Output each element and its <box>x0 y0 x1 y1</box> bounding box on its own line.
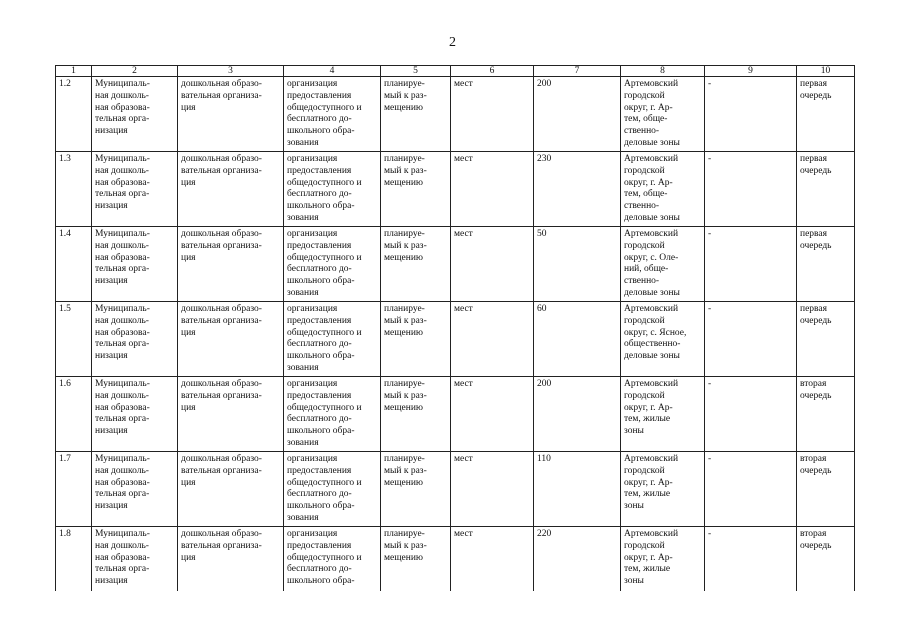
cell-status: планируе- мый к раз- мещению <box>381 227 451 302</box>
cell-number: 1.2 <box>56 77 92 152</box>
cell-unit: мест <box>451 227 534 302</box>
cell-purpose: организация предоставления общедоступного и бесплатного до- школьного обра- зования <box>284 302 381 377</box>
cell-object-type: Муниципаль- ная дошколь- ная образова- тельная орга- низация <box>92 452 178 527</box>
cell-stage: вторая очередь <box>797 377 855 452</box>
cell-status: планируе- мый к раз- мещению <box>381 377 451 452</box>
cell-stage: первая очередь <box>797 152 855 227</box>
cell-zone: - <box>705 452 797 527</box>
cell-object-kind: дошкольная образо- вательная организа- ция <box>178 227 284 302</box>
cell-capacity: 50 <box>534 227 621 302</box>
cell-zone: - <box>705 527 797 591</box>
cell-status: планируе- мый к раз- мещению <box>381 452 451 527</box>
cell-object-type: Муниципаль- ная дошколь- ная образова- тельная орга- низация <box>92 377 178 452</box>
cell-unit: мест <box>451 302 534 377</box>
cell-stage: вторая очередь <box>797 452 855 527</box>
cell-number: 1.6 <box>56 377 92 452</box>
cell-location: Артемовский городской округ, г. Ар- тем, жилые зоны <box>621 527 705 591</box>
column-header-8: 8 <box>621 66 705 77</box>
page-number: 2 <box>449 35 456 50</box>
cell-object-kind: дошкольная образо- вательная организа- ция <box>178 377 284 452</box>
table-row <box>56 227 855 302</box>
cell-purpose: организация предоставления общедоступного и бесплатного до- школьного обра- <box>284 527 381 591</box>
cell-status: планируе- мый к раз- мещению <box>381 527 451 591</box>
column-header-5: 5 <box>381 66 451 77</box>
cell-stage: первая очередь <box>797 302 855 377</box>
cell-purpose: организация предоставления общедоступного и бесплатного до- школьного обра- зования <box>284 377 381 452</box>
column-header-1: 1 <box>56 66 92 77</box>
cell-status: планируе- мый к раз- мещению <box>381 302 451 377</box>
cell-location: Артемовский городской округ, с. Ясное, общественно- деловые зоны <box>621 302 705 377</box>
cell-stage: вторая очередь <box>797 527 855 591</box>
cell-object-type: Муниципаль- ная дошколь- ная образова- тельная орга- низация <box>92 227 178 302</box>
cell-location: Артемовский городской округ, г. Ар- тем, жилые зоны <box>621 377 705 452</box>
cell-object-type: Муниципаль- ная дошколь- ная образова- тельная орга- низация <box>92 152 178 227</box>
column-header-4: 4 <box>284 66 381 77</box>
table-row <box>56 77 855 152</box>
table-row <box>56 377 855 452</box>
table-row <box>56 152 855 227</box>
table-header-row <box>56 66 855 77</box>
cell-unit: мест <box>451 152 534 227</box>
cell-location: Артемовский городской округ, с. Оле- ний, обще- ственно- деловые зоны <box>621 227 705 302</box>
cell-location: Артемовский городской округ, г. Ар- тем, обще- ственно- деловые зоны <box>621 77 705 152</box>
cell-object-kind: дошкольная образо- вательная организа- ция <box>178 452 284 527</box>
cell-object-type: Муниципаль- ная дошколь- ная образова- тельная орга- низация <box>92 527 178 591</box>
cell-object-type: Муниципаль- ная дошколь- ная образова- тельная орга- низация <box>92 302 178 377</box>
cell-capacity: 200 <box>534 377 621 452</box>
table-row <box>56 302 855 377</box>
cell-unit: мест <box>451 77 534 152</box>
cell-object-kind: дошкольная образо- вательная организа- ция <box>178 527 284 591</box>
cell-status: планируе- мый к раз- мещению <box>381 77 451 152</box>
cell-purpose: организация предоставления общедоступного и бесплатного до- школьного обра- зования <box>284 152 381 227</box>
column-header-3: 3 <box>178 66 284 77</box>
cell-object-kind: дошкольная образо- вательная организа- ция <box>178 302 284 377</box>
cell-zone: - <box>705 227 797 302</box>
column-header-2: 2 <box>92 66 178 77</box>
table-row <box>56 452 855 527</box>
cell-zone: - <box>705 377 797 452</box>
cell-object-kind: дошкольная образо- вательная организа- ция <box>178 77 284 152</box>
cell-object-type: Муниципаль- ная дошколь- ная образова- тельная орга- низация <box>92 77 178 152</box>
cell-number: 1.4 <box>56 227 92 302</box>
cell-stage: первая очередь <box>797 77 855 152</box>
cell-unit: мест <box>451 452 534 527</box>
cell-capacity: 60 <box>534 302 621 377</box>
column-header-6: 6 <box>451 66 534 77</box>
cell-zone: - <box>705 77 797 152</box>
column-header-9: 9 <box>705 66 797 77</box>
cell-capacity: 110 <box>534 452 621 527</box>
cell-zone: - <box>705 152 797 227</box>
cell-number: 1.5 <box>56 302 92 377</box>
table-row <box>56 527 855 591</box>
cell-capacity: 230 <box>534 152 621 227</box>
cell-capacity: 200 <box>534 77 621 152</box>
cell-unit: мест <box>451 377 534 452</box>
cell-zone: - <box>705 302 797 377</box>
cell-number: 1.3 <box>56 152 92 227</box>
cell-object-kind: дошкольная образо- вательная организа- ция <box>178 152 284 227</box>
cell-location: Артемовский городской округ, г. Ар- тем, обще- ственно- деловые зоны <box>621 152 705 227</box>
cell-location: Артемовский городской округ, г. Ар- тем, жилые зоны <box>621 452 705 527</box>
cell-purpose: организация предоставления общедоступного и бесплатного до- школьного обра- зования <box>284 452 381 527</box>
objects-table <box>55 65 855 591</box>
cell-purpose: организация предоставления общедоступного и бесплатного до- школьного обра- зования <box>284 227 381 302</box>
cell-number: 1.8 <box>56 527 92 591</box>
cell-number: 1.7 <box>56 452 92 527</box>
cell-purpose: организация предоставления общедоступного и бесплатного до- школьного обра- зования <box>284 77 381 152</box>
column-header-10: 10 <box>797 66 855 77</box>
cell-capacity: 220 <box>534 527 621 591</box>
column-header-7: 7 <box>534 66 621 77</box>
cell-status: планируе- мый к раз- мещению <box>381 152 451 227</box>
cell-unit: мест <box>451 527 534 591</box>
cell-stage: первая очередь <box>797 227 855 302</box>
